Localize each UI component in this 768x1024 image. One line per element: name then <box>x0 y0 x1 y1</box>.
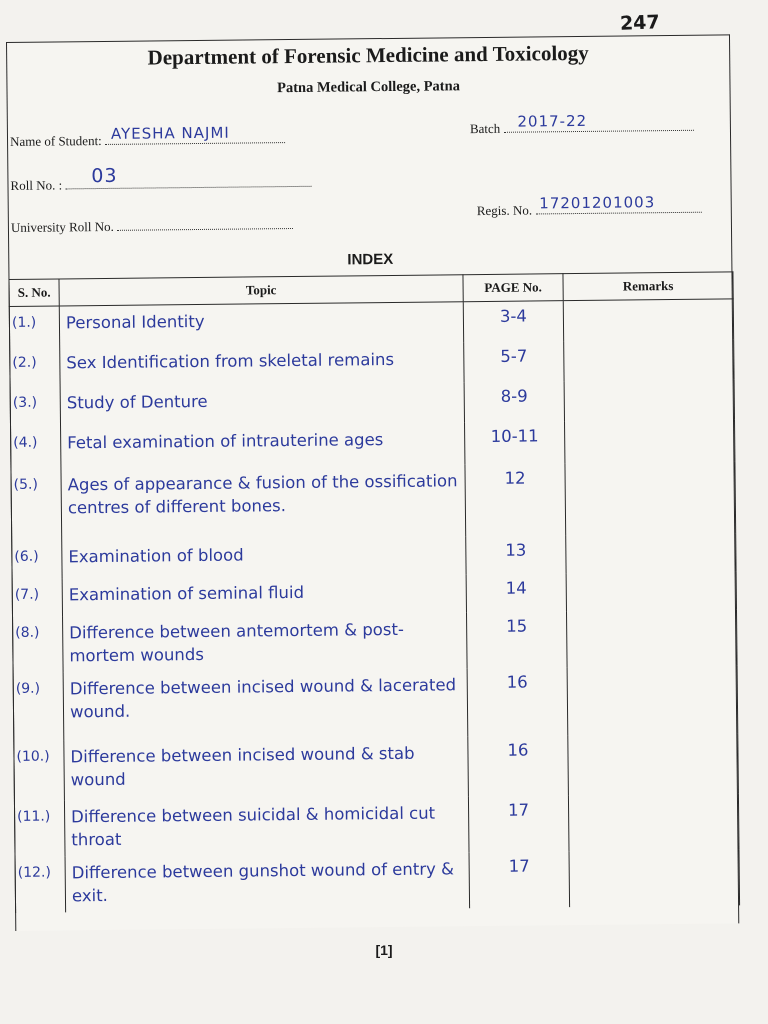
name-value: AYESHA NAJMI <box>110 123 230 143</box>
row-sno: (6.) <box>12 540 62 579</box>
roll-value: 03 <box>91 164 118 188</box>
regis-field <box>476 193 702 219</box>
row-topic: Study of Denture <box>60 382 464 426</box>
row-page: 13 <box>466 535 566 574</box>
row-sno: (3.) <box>10 386 60 427</box>
index-sheet <box>6 34 739 931</box>
batch-value: 2017-22 <box>517 111 588 131</box>
row-page: 5-7 <box>464 341 564 382</box>
row-remarks <box>565 461 736 535</box>
col-header-topic: Topic <box>59 275 463 306</box>
index-title: INDEX <box>347 250 394 269</box>
row-topic: Examination of seminal fluid <box>62 574 466 616</box>
row-page: 12 <box>465 463 566 536</box>
row-remarks <box>564 419 734 463</box>
name-field <box>9 123 285 150</box>
row-remarks <box>564 339 734 381</box>
batch-label: Batch <box>469 120 501 137</box>
roll-label: Roll No. : <box>10 177 63 193</box>
row-sno: (9.) <box>13 672 64 741</box>
university-roll-label: University Roll No. <box>10 218 114 235</box>
row-topic: Fetal examination of intrauterine ages <box>61 422 465 468</box>
row-topic: Ages of appearance & fusion of the ossification centres of different bones. <box>61 464 466 540</box>
row-topic: Examination of blood <box>62 536 466 578</box>
row-page: 3-4 <box>463 301 563 342</box>
row-sno: (8.) <box>13 616 64 673</box>
row-page: 17 <box>469 851 570 908</box>
row-page: 15 <box>466 611 567 668</box>
col-header-remarks: Remarks <box>563 272 733 301</box>
table-row <box>13 665 738 741</box>
row-topic: Difference between incised wound & lacerated wound. <box>63 668 468 740</box>
row-remarks <box>569 849 740 907</box>
col-header-page: PAGE No. <box>463 274 563 302</box>
row-sno: (12.) <box>15 856 66 913</box>
row-page: 10-11 <box>465 421 565 464</box>
row-page: 14 <box>466 573 566 612</box>
row-topic: Personal Identity <box>59 302 463 346</box>
row-sno: (10.) <box>14 740 65 801</box>
table-row <box>11 461 736 541</box>
row-topic: Difference between suicidal & homicidal cut throat <box>64 796 469 856</box>
row-remarks <box>566 571 736 611</box>
row-remarks <box>568 733 739 795</box>
row-topic: Difference between gunshot wound of entry & exit. <box>65 852 470 912</box>
row-remarks <box>566 533 736 573</box>
row-remarks <box>568 793 739 851</box>
batch-field <box>469 111 694 137</box>
row-sno: (11.) <box>14 800 65 857</box>
roll-field <box>10 164 311 194</box>
index-table <box>8 271 740 912</box>
row-topic: Sex Identification from skeletal remains <box>60 342 464 386</box>
row-remarks <box>566 609 737 667</box>
row-remarks <box>564 379 734 421</box>
row-sno: (1.) <box>9 306 59 347</box>
page-number: 247 <box>619 11 661 35</box>
name-label: Name of Student: <box>9 133 102 149</box>
table-row <box>13 609 738 673</box>
regis-label: Regis. No. <box>476 202 533 219</box>
page-footer: [1] <box>375 942 393 958</box>
row-topic: Difference between antemortem & post-mortem wounds <box>63 612 468 672</box>
row-page: 16 <box>468 735 569 796</box>
row-sno: (5.) <box>11 468 62 541</box>
row-sno: (2.) <box>10 346 60 387</box>
table-row <box>14 793 739 857</box>
row-remarks <box>567 665 738 735</box>
table-row <box>14 733 739 801</box>
row-remarks <box>563 299 733 341</box>
row-page: 16 <box>467 667 568 736</box>
col-header-sno: S. No. <box>9 279 59 307</box>
row-sno: (7.) <box>12 578 62 617</box>
college-name: Patna Medical College, Patna <box>276 78 460 97</box>
table-row <box>15 849 740 913</box>
department-title: Department of Forensic Medicine and Toxicology <box>147 40 589 70</box>
regis-value: 17201201003 <box>539 193 656 213</box>
row-topic: Difference between incised wound & stab wound <box>64 736 469 800</box>
university-roll-field <box>11 214 293 236</box>
row-page: 8-9 <box>464 381 564 422</box>
row-page: 17 <box>468 795 569 852</box>
row-sno: (4.) <box>11 426 61 469</box>
